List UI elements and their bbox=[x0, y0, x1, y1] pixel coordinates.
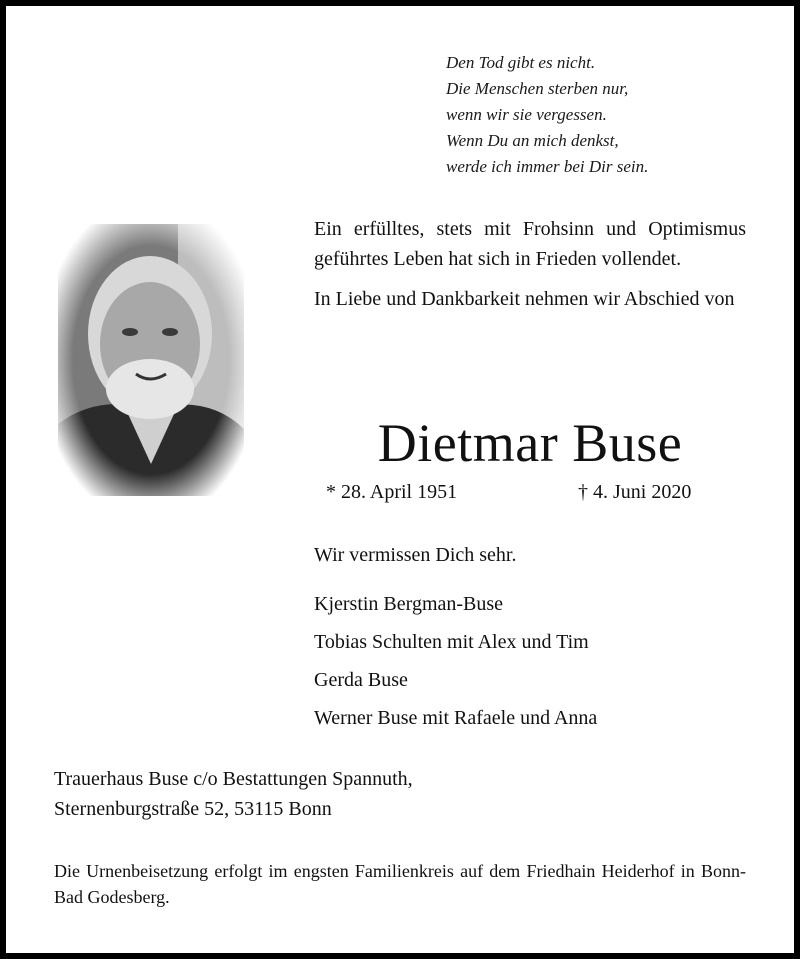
family-member: Kjerstin Bergman-Buse bbox=[314, 593, 504, 615]
quote-line: Wenn Du an mich denkst, bbox=[446, 131, 619, 150]
burial-notice: Die Urnenbeisetzung erfolgt im engsten Familienkreis auf dem Friedhain Heiderhof in Bonn-Bad Godesberg. bbox=[54, 861, 746, 907]
family-member: Gerda Buse bbox=[314, 669, 408, 691]
birth-date: * 28. April 1951 bbox=[326, 481, 458, 503]
deceased-name: Dietmar Buse bbox=[377, 413, 683, 473]
intro-text bbox=[314, 214, 746, 324]
closing-line: Wir vermissen Dich sehr. bbox=[314, 544, 517, 566]
portrait-photo bbox=[58, 224, 244, 496]
family-member: Werner Buse mit Rafaele und Anna bbox=[314, 707, 598, 729]
quote-line: Den Tod gibt es nicht. bbox=[446, 53, 596, 72]
address-line: Sternenburgstraße 52, 53115 Bonn bbox=[54, 798, 332, 820]
quote-line: werde ich immer bei Dir sein. bbox=[446, 157, 649, 176]
family-list bbox=[314, 588, 597, 740]
quote-line: wenn wir sie vergessen. bbox=[446, 105, 607, 124]
intro-paragraph: In Liebe und Dankbarkeit nehmen wir Abschied von bbox=[314, 288, 735, 310]
mourning-address bbox=[54, 764, 413, 824]
family-member: Tobias Schulten mit Alex und Tim bbox=[314, 631, 589, 653]
death-date: † 4. Juni 2020 bbox=[578, 481, 692, 503]
address-line: Trauerhaus Buse c/o Bestattungen Spannuth, bbox=[54, 768, 413, 790]
intro-paragraph: Ein erfülltes, stets mit Frohsinn und Optimismus geführtes Leben hat sich in Frieden vollendet. bbox=[314, 218, 746, 270]
memorial-quote bbox=[446, 50, 648, 180]
quote-line: Die Menschen sterben nur, bbox=[446, 79, 629, 98]
portrait-illustration bbox=[58, 224, 244, 496]
